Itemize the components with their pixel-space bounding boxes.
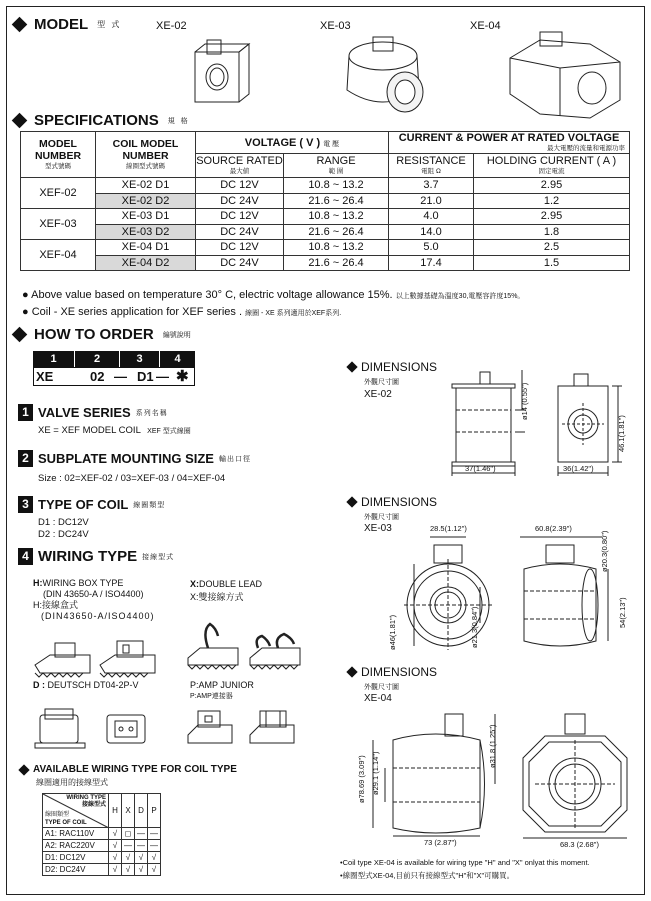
step3-d1: D1 : DC12V [38, 517, 89, 528]
dim-xe02-d1: ø14 (0.55") [520, 382, 529, 420]
wiring-p-desc: P:AMP JUNIOR P:AMP連接器 [190, 680, 254, 700]
wiring-h-desc: H:WIRING BOX TYPE (DIN 43650-A / ISO4400) H:接線盒式 (DIN43650-A/ISO4400) [33, 578, 155, 621]
xe04-side-drawing [515, 710, 640, 840]
table-row: D2: DC24V √ √ √ √ [43, 864, 161, 876]
dim-xe02-d4: 36(1.42") [563, 464, 594, 473]
dim-xe03-d3: ø20.3(0.80") [600, 530, 609, 572]
dim-xe03-d2: 60.8(2.39") [535, 524, 572, 533]
dim-xe03-d4: ø46(1.81") [388, 614, 397, 650]
step3-d2: D2 : DC24V [38, 529, 89, 540]
table-row: XE-02 D2 DC 24V 21.6 ~ 26.4 21.0 1.2 [21, 193, 630, 209]
table-row: XEF-04 XE-04 D1 DC 12V 10.8 ~ 13.2 5.0 2.5 [21, 240, 630, 256]
dim-name-xe02: XE-02 [364, 389, 392, 400]
model-label-xe03: XE-03 [320, 20, 351, 32]
spec-note-1: ● Above value based on temperature 30° C, electric voltage allowance 15%. 以上數據基礎為溫度30,電壓容許度15%。 [22, 289, 525, 301]
xe03-side-drawing [520, 535, 620, 660]
model-section-title: MODEL 型 式 [14, 16, 121, 33]
diamond-bullet-icon [18, 764, 29, 775]
diamond-bullet-icon [346, 666, 357, 677]
step2-text: Size : 02=XEF-02 / 03=XEF-03 / 04=XEF-04 [38, 473, 226, 484]
available-wiring-table: WIRING TYPE 接線型式 線圈類型 TYPE OF COIL H X D P A1: RAC110V √ ◻ — — A2: RAC220V √ — — — D1: DC12V √ √ √ √ D2: DC24V √ √ √ √ [42, 793, 161, 876]
model-label-xe02: XE-02 [156, 20, 187, 32]
spec-note-2: ● Coil - XE series application for XEF series . 線圈 - XE 系列適用於XEF系列. [22, 306, 342, 318]
available-wiring-title-cn: 線圈適用的接線型式 [36, 778, 108, 787]
dim-name-xe03: XE-03 [364, 523, 392, 534]
diamond-bullet-icon [12, 113, 28, 129]
dim-xe04-d2: ø78.69 (3.09") [357, 755, 366, 803]
dim-name-xe04: XE-04 [364, 693, 392, 704]
xe03-front-drawing [404, 535, 514, 660]
diamond-bullet-icon [12, 327, 28, 343]
header-holding: HOLDING CURRENT ( A ) 固定電流 [474, 154, 630, 178]
table-row: XE-03 D2 DC 24V 21.6 ~ 26.4 14.0 1.8 [21, 224, 630, 240]
xe04-note-cn: •線圈型式XE-04,目前只有接線型式"H"和"X"可購買。 [340, 871, 515, 880]
wiring-table-corner: WIRING TYPE 接線型式 線圈類型 TYPE OF COIL [43, 794, 109, 828]
diamond-bullet-icon [346, 496, 357, 507]
dimensions-cn-xe02: 外觀尺寸圖 [364, 379, 399, 386]
wiring-p-illustration [188, 705, 308, 750]
header-resistance: RESISTANCE 電阻 Ω [389, 154, 474, 178]
table-row: XEF-02 XE-02 D1 DC 12V 10.8 ~ 13.2 3.7 2.95 [21, 178, 630, 194]
wiring-d-desc: D : DEUTSCH DT04-2P-V [33, 680, 139, 690]
available-wiring-title: AVAILABLE WIRING TYPE FOR COIL TYPE [20, 764, 237, 775]
order-number-header: 1 2 3 4 [33, 351, 195, 367]
table-row: A2: RAC220V √ — — — [43, 840, 161, 852]
dim-xe04-d5: 68.3 (2.68") [560, 840, 599, 849]
specifications-section-title: SPECIFICATIONS 規 格 [14, 112, 190, 129]
diamond-bullet-icon [346, 361, 357, 372]
wiring-x-desc: X:DOUBLE LEAD X:雙接線方式 [190, 579, 263, 602]
dim-xe04-d3: ø29.1 (1.14") [371, 751, 380, 795]
header-coil-model: COIL MODEL NUMBER 線圈型式號碼 [96, 132, 196, 178]
bullet-icon: ● [22, 306, 29, 318]
header-voltage: VOLTAGE ( V ) 電 壓 [196, 132, 389, 154]
wiring-h-illustration [35, 635, 165, 680]
dimensions-title-xe03: DIMENSIONS [348, 495, 437, 509]
diamond-bullet-icon [12, 17, 28, 33]
dim-xe03-d1: 28.5(1.12") [430, 524, 467, 533]
step-wiring-type: 4 WIRING TYPE 接線型式 [18, 548, 174, 565]
dim-xe02-d3: 37(1.46") [465, 464, 496, 473]
dim-xe04-d4: 73 (2.87") [424, 838, 457, 847]
dim-xe02-d2: 46.1(1.81") [617, 415, 626, 452]
table-row: XEF-03 XE-03 D1 DC 12V 10.8 ~ 13.2 4.0 2.95 [21, 209, 630, 225]
table-row: D1: DC12V √ √ √ √ [43, 852, 161, 864]
table-row: XE-04 D2 DC 24V 21.6 ~ 26.4 17.4 1.5 [21, 255, 630, 271]
xe02-illustration [195, 32, 265, 107]
step1-text: XE = XEF MODEL COIL XEF 型式線圈 [38, 425, 191, 436]
header-source: SOURCE RATED 最大値 [196, 154, 284, 178]
specifications-table [20, 131, 630, 271]
step-valve-series: 1 VALVE SERIES 系列名稱 [18, 404, 168, 421]
dimensions-title-xe02: DIMENSIONS [348, 360, 437, 374]
dimensions-title-xe04: DIMENSIONS [348, 665, 437, 679]
model-label-xe04: XE-04 [470, 20, 501, 32]
header-model-number: MODEL NUMBER 型式號碼 [21, 132, 96, 178]
bullet-icon: ● [22, 289, 29, 301]
dimensions-cn-xe03: 外觀尺寸圖 [364, 514, 399, 521]
step-type-of-coil: 3 TYPE OF COIL 線圈類型 [18, 496, 165, 513]
how-to-order-title: HOW TO ORDER 編號說明 [14, 326, 191, 343]
dim-xe03-d6: 54(2.13") [618, 597, 627, 628]
dim-xe04-d1: ø31.8 (1.25") [488, 724, 497, 768]
dimensions-cn-xe04: 外觀尺寸圖 [364, 684, 399, 691]
xe04-illustration [500, 28, 630, 118]
wiring-x-illustration [188, 620, 308, 670]
table-row: A1: RAC110V √ ◻ — — [43, 828, 161, 840]
dim-xe03-d5: ø21.3(0.84") [470, 606, 479, 648]
header-current: CURRENT & POWER AT RATED VOLTAGE 最大電壓的流量和電源功率 [389, 132, 630, 154]
xe04-note-en: •Coil type XE-04 is available for wiring type "H" and "X" onlyat this moment. [340, 858, 590, 867]
xe03-illustration [335, 32, 445, 112]
wiring-d-illustration [35, 705, 165, 750]
header-range: RANGE 範 圍 [284, 154, 389, 178]
order-code-box: XE 02 — D1 — ✱ [33, 367, 195, 386]
step-subplate-size: 2 SUBPLATE MOUNTING SIZE 輸出口徑 [18, 450, 251, 467]
